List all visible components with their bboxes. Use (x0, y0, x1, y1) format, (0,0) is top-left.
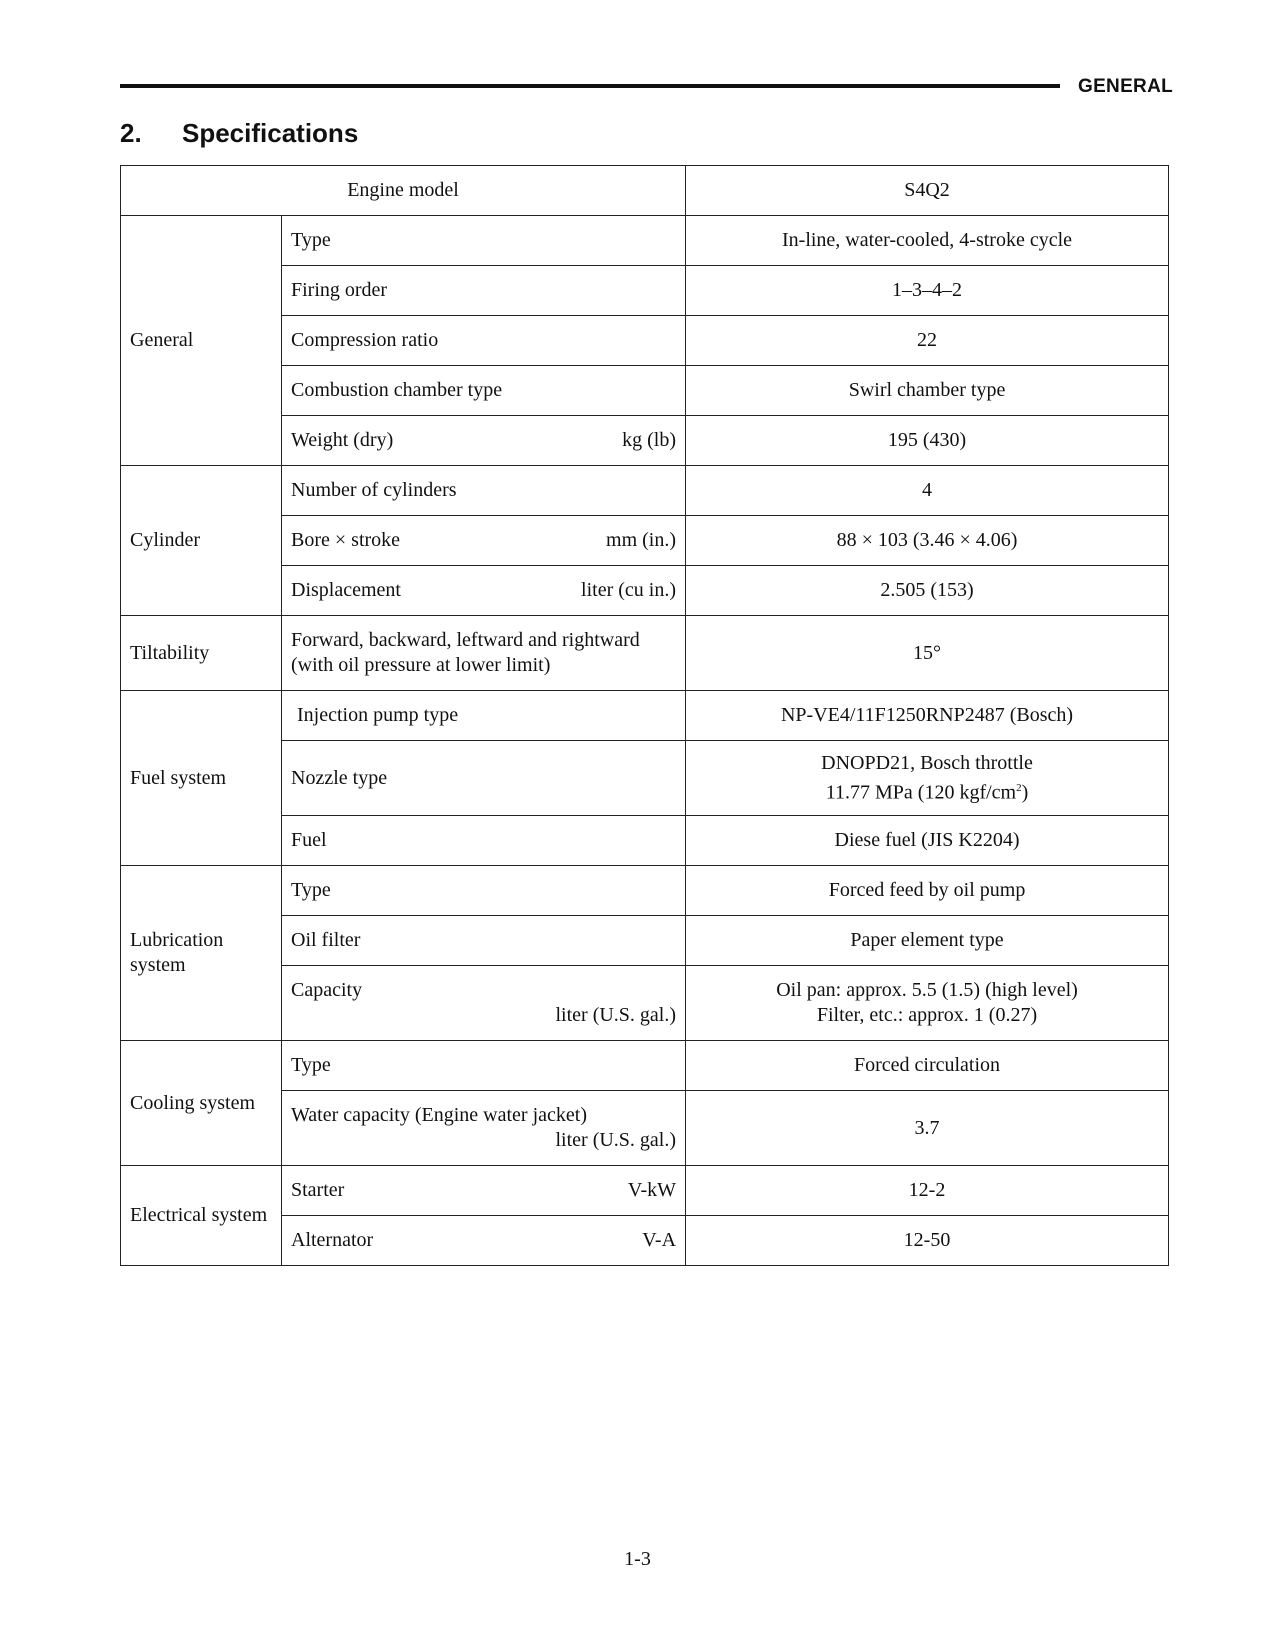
spec-item: Type (282, 1041, 686, 1091)
spec-unit: liter (cu in.) (581, 579, 677, 601)
spec-item-cell (282, 1166, 686, 1216)
category-general: General (121, 216, 282, 466)
section-number: 2. (120, 118, 142, 148)
table-header-row (121, 166, 1169, 216)
spec-unit: liter (U.S. gal.) (555, 1129, 677, 1151)
spec-value: NP-VE4/11F1250RNP2487 (Bosch) (686, 691, 1169, 741)
spec-value-line: DNOPD21, Bosch throttle (821, 751, 1033, 774)
engine-model-value: S4Q2 (686, 166, 1169, 216)
spec-value-cell (686, 741, 1169, 816)
spec-value: 88 × 103 (3.46 × 4.06) (686, 516, 1169, 566)
spec-value: 2.505 (153) (686, 566, 1169, 616)
spec-value: 3.7 (686, 1091, 1169, 1166)
spec-item: Oil filter (282, 916, 686, 966)
spec-value: 12-50 (686, 1216, 1169, 1266)
table-row (121, 1166, 1169, 1216)
table-row (121, 216, 1169, 266)
table-row (121, 866, 1169, 916)
spec-item-cell (282, 1091, 686, 1166)
spec-unit: V-kW (627, 1179, 677, 1201)
spec-unit: liter (U.S. gal.) (555, 1004, 677, 1026)
spec-item-cell (282, 616, 686, 691)
spec-item-cell (282, 691, 686, 741)
spec-item: Type (282, 866, 686, 916)
spec-item: Displacement (291, 579, 401, 601)
header-rule (120, 84, 1060, 88)
spec-value: 12-2 (686, 1166, 1169, 1216)
spec-item-line: Forward, backward, leftward and rightward (291, 629, 640, 651)
spec-item-cell (282, 566, 686, 616)
spec-value-line: Oil pan: approx. 5.5 (1.5) (high level) (776, 979, 1078, 1001)
spec-item: Weight (dry) (291, 429, 394, 451)
category-line: system (130, 954, 186, 976)
spec-value: Diese fuel (JIS K2204) (686, 816, 1169, 866)
spec-unit: kg (lb) (622, 429, 677, 451)
spec-item: Compression ratio (282, 316, 686, 366)
spec-item: Capacity (291, 979, 363, 1001)
spec-value: In-line, water-cooled, 4-stroke cycle (686, 216, 1169, 266)
category-tiltability: Tiltability (121, 616, 282, 691)
category-cylinder: Cylinder (121, 466, 282, 616)
spec-item: Water capacity (Engine water jacket) (291, 1104, 587, 1126)
spec-item: Firing order (282, 266, 686, 316)
spec-item-cell (282, 966, 686, 1041)
spec-value: Forced feed by oil pump (686, 866, 1169, 916)
spec-item-cell (282, 1216, 686, 1266)
table-row (121, 466, 1169, 516)
spec-item: Number of cylinders (282, 466, 686, 516)
spec-item-cell (282, 416, 686, 466)
page-title (120, 118, 358, 149)
page-number: 1-3 (624, 1548, 651, 1570)
spec-value: Paper element type (686, 916, 1169, 966)
spec-value: 4 (686, 466, 1169, 516)
spec-item: Alternator (291, 1229, 374, 1251)
table-row (121, 616, 1169, 691)
spec-value-text: ) (1021, 781, 1029, 804)
specifications-table (120, 165, 1169, 1266)
spec-value-text: 11.77 MPa (120 kgf/cm (825, 781, 1017, 804)
spec-value: Forced circulation (686, 1041, 1169, 1091)
engine-model-label: Engine model (121, 166, 686, 216)
spec-item: Combustion chamber type (282, 366, 686, 416)
table-row (121, 1041, 1169, 1091)
spec-item: Starter (291, 1179, 345, 1201)
spec-unit: mm (in.) (606, 529, 677, 551)
spec-item: Fuel (282, 816, 686, 866)
section-title: Specifications (182, 118, 359, 148)
category-line: Lubrication (130, 929, 224, 951)
spec-unit: V-A (642, 1229, 677, 1251)
superscript: 2 (1016, 781, 1022, 794)
spec-item: Type (282, 216, 686, 266)
spec-item: Bore × stroke (291, 529, 401, 551)
category-fuel-system: Fuel system (121, 691, 282, 866)
category-lubrication-system (121, 866, 282, 1041)
category-cooling-system: Cooling system (121, 1041, 282, 1166)
spec-value: 22 (686, 316, 1169, 366)
spec-value-line: Filter, etc.: approx. 1 (0.27) (816, 1004, 1038, 1026)
section-label: GENERAL (1078, 76, 1173, 97)
spec-value: 195 (430) (686, 416, 1169, 466)
spec-value: 1–3–4–2 (686, 266, 1169, 316)
spec-item: Injection pump type (297, 704, 459, 726)
category-electrical-system: Electrical system (121, 1166, 282, 1266)
table-row (121, 691, 1169, 741)
spec-value-line (695, 776, 1159, 806)
spec-value-cell (686, 966, 1169, 1041)
spec-item-cell (282, 516, 686, 566)
spec-value: 15° (686, 616, 1169, 691)
spec-item-line: (with oil pressure at lower limit) (291, 654, 551, 676)
spec-value: Swirl chamber type (686, 366, 1169, 416)
spec-item: Nozzle type (282, 741, 686, 816)
